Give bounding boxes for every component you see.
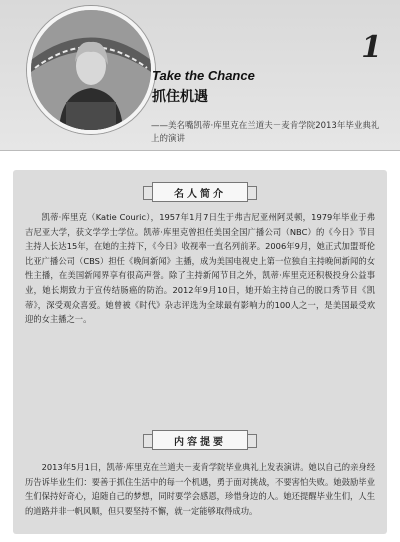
content-panel — [13, 170, 387, 534]
portrait-illustration — [31, 10, 151, 130]
chinese-title: 抓住机遇 — [152, 89, 208, 105]
english-title: Take the Chance — [152, 68, 255, 83]
bio-paragraph: 凯蒂·库里克（Katie Couric），1957年1月7日生于弗吉尼亚州阿灵顿，1979年毕业于弗吉尼亚大学，获文学学士学位。凯蒂·库里克曾担任美国全国广播公司（NBC）的《今日》节目主持人长达15年，在她的主持下，《今日》收视率一直名列前茅。2006年9月，她正式加盟哥伦比亚广播公司（CBS）担任《晚间新闻》主播，成为美国电视史上第一位独自主持晚间新闻的女性主播，在美国新闻界享有很高声誉。除了主持新闻节目之外，凯蒂·库里克还积极投身公益事业，她长期致力于宣传结肠癌的防治。2012年9月10日，她开始主持自己的脱口秀节目《凯蒂》，深受观众喜爱。她曾被《时代》杂志评选为全球最有影响力的100人之一，是美国最受欢迎的女主播之一。 — [25, 212, 375, 325]
section-heading-summary: 内容提要 — [152, 430, 248, 450]
summary-paragraph: 2013年5月1日，凯蒂·库里克在兰道夫－麦肯学院毕业典礼上发表演讲。她以自己的亲身经历告诉毕业生们：要善于抓住生活中的每一个机遇，勇于面对挑战，不要害怕失败。她鼓励毕业生们保持好奇心，追随自己的梦想，同时要学会感恩，珍惜身边的人。她还提醒毕业生们，人生的道路并非一帆风顺，但只要坚持不懈，就一定能够取得成功。 — [25, 462, 375, 516]
chapter-number: 1 — [361, 30, 382, 65]
speaker-photo — [27, 6, 155, 134]
speech-subtitle: ——美名嘴凯蒂·库里克在兰道夫－麦肯学院2013年毕业典礼上的演讲 — [151, 121, 380, 144]
section-heading-bio: 名人简介 — [152, 182, 248, 202]
